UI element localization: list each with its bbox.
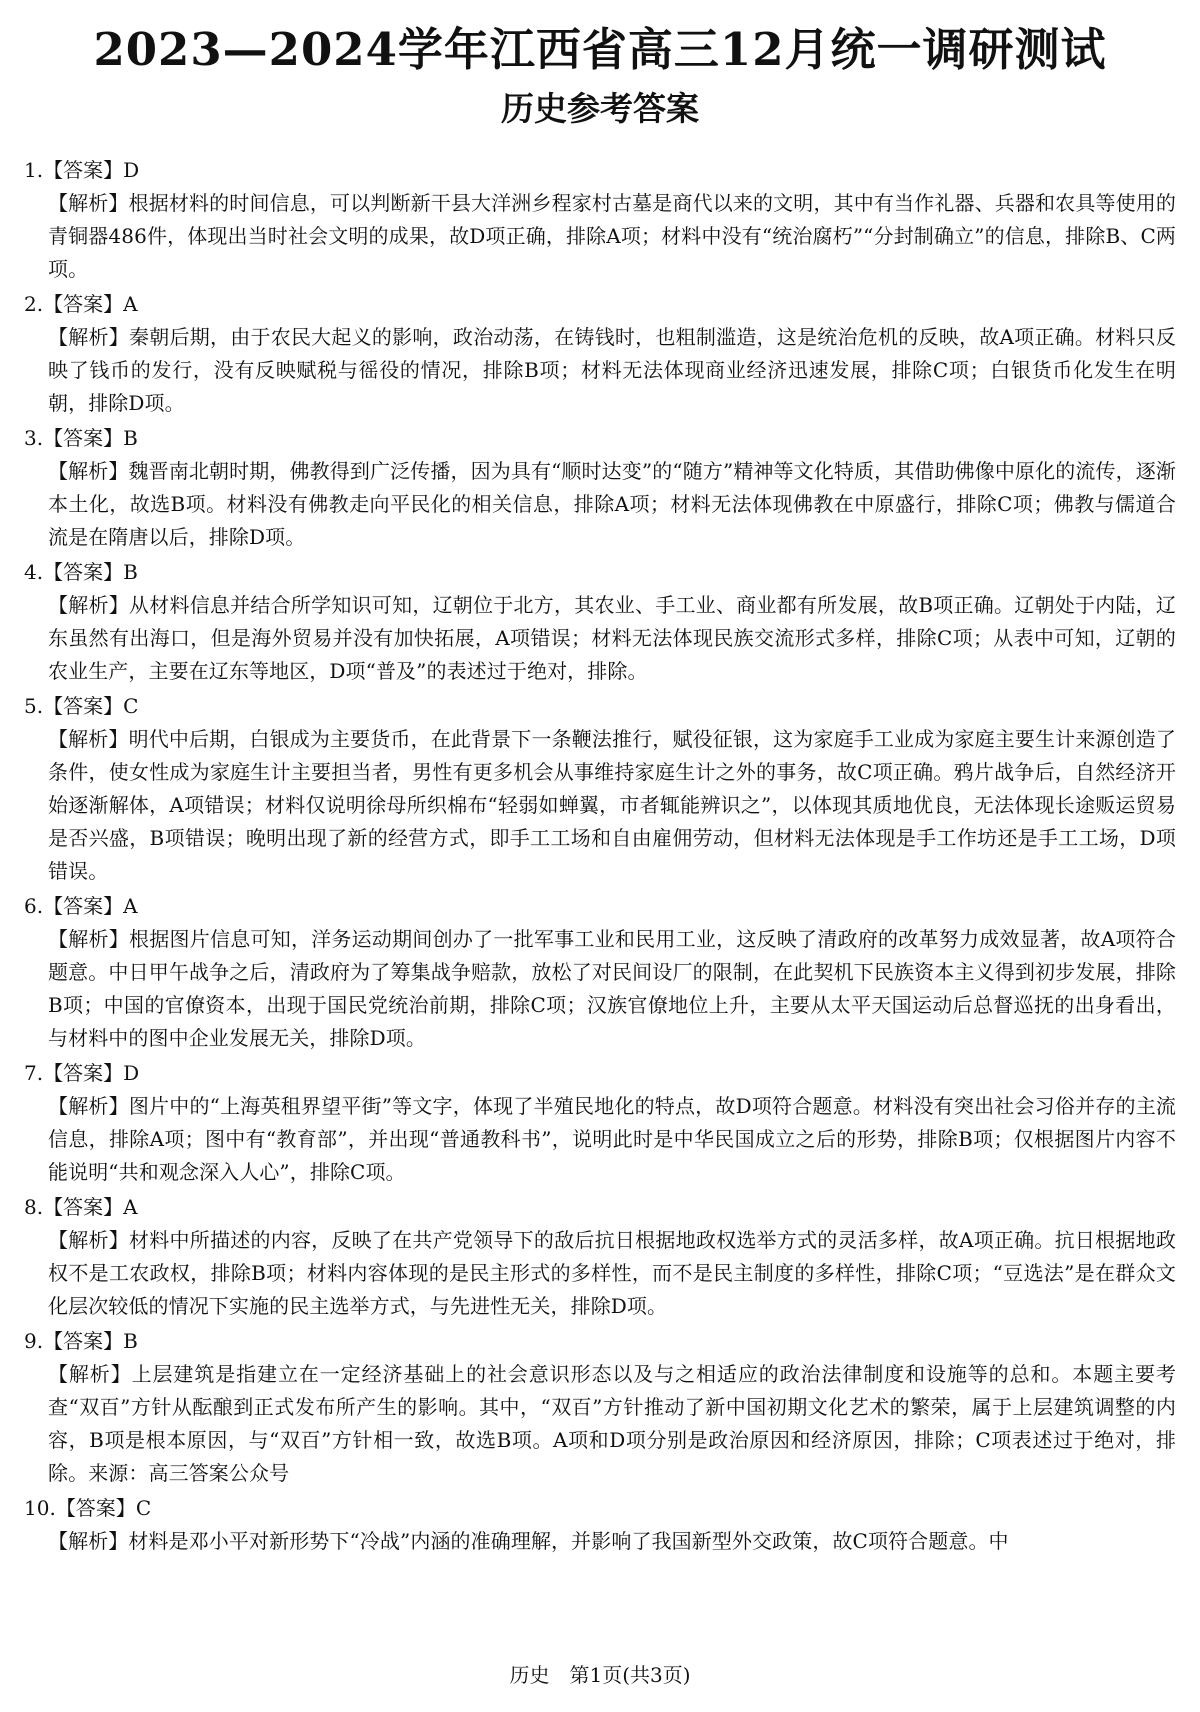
answer-label: 【答案】 [43, 1061, 124, 1085]
question-number: 1. [24, 158, 44, 182]
explanation-label: 【解析】 [48, 1094, 129, 1118]
answer-line [24, 1492, 1176, 1525]
answer-item [24, 288, 1176, 420]
answer-label: 【答案】 [43, 1329, 124, 1353]
explanation-paragraph [24, 589, 1176, 688]
explanation-paragraph [24, 187, 1176, 286]
explanation-label: 【解析】 [48, 927, 129, 951]
explanation-label: 【解析】 [48, 1529, 129, 1553]
explanation-text: 材料是邓小平对新形势下“冷战”内涵的准确理解，并影响了我国新型外交政策，故C项符合题意。中 [128, 1529, 1009, 1553]
answer-choice: B [123, 1329, 138, 1353]
answer-item [24, 1191, 1176, 1323]
answer-line [24, 154, 1176, 187]
answer-choice: D [123, 1061, 140, 1085]
explanation-paragraph [24, 923, 1176, 1055]
answer-label: 【答案】 [43, 1195, 124, 1219]
answer-label: 【答案】 [43, 158, 124, 182]
answer-line [24, 1325, 1176, 1358]
answer-choice: B [123, 426, 138, 450]
explanation-paragraph [24, 1090, 1176, 1189]
answer-item [24, 690, 1176, 888]
explanation-paragraph [24, 455, 1176, 554]
question-number: 7. [24, 1061, 44, 1085]
answer-label: 【答案】 [55, 1496, 136, 1520]
answer-label: 【答案】 [43, 292, 124, 316]
answer-list [24, 154, 1176, 1558]
answer-choice: C [123, 694, 139, 718]
answer-item [24, 890, 1176, 1055]
question-number: 3. [24, 426, 44, 450]
answer-item [24, 1057, 1176, 1189]
answer-line [24, 556, 1176, 589]
answer-item [24, 1492, 1176, 1558]
explanation-paragraph [24, 723, 1176, 888]
question-number: 2. [24, 292, 44, 316]
answer-choice: A [123, 292, 138, 316]
question-number: 6. [24, 894, 44, 918]
answer-choice: A [123, 1195, 138, 1219]
answer-item [24, 556, 1176, 688]
explanation-paragraph [24, 321, 1176, 420]
explanation-text: 根据图片信息可知，洋务运动期间创办了一批军事工业和民用工业，这反映了清政府的改革努力成效显著，故A项符合题意。中日甲午战争之后，清政府为了筹集战争赔款，放松了对民间设厂的限制，在此契机下民族资本主义得到初步发展，排除B项；中国的官僚资本，出现于国民党统治前期，排除C项；汉族官僚地位上升，主要从太平天国运动后总督巡抚的出身看出，与材料中的图中企业发展无关，排除D项。 [48, 927, 1176, 1050]
answer-choice: C [135, 1496, 152, 1520]
explanation-text: 秦朝后期，由于农民大起义的影响，政治动荡，在铸钱时，也粗制滥造，这是统治危机的反映，故A项正确。材料只反映了钱币的发行，没有反映赋税与徭役的情况，排除B项；材料无法体现商业经济迅速发展，排除C项；白银货币化发生在明朝，排除D项。 [48, 325, 1176, 415]
question-number: 5. [24, 694, 44, 718]
answer-label: 【答案】 [43, 560, 124, 584]
answer-line [24, 690, 1176, 723]
answer-line [24, 422, 1176, 455]
answer-line [24, 890, 1176, 923]
answer-item [24, 422, 1176, 554]
explanation-text: 根据材料的时间信息，可以判断新干县大洋洲乡程家村古墓是商代以来的文明，其中有当作礼器、兵器和农具等使用的青铜器486件，体现出当时社会文明的成果，故D项正确，排除A项；材料中没有“统治腐朽”“分封制确立”的信息，排除B、C两项。 [48, 191, 1176, 281]
explanation-label: 【解析】 [48, 593, 129, 617]
answer-choice: D [123, 158, 140, 182]
document-subtitle: 历史参考答案 [501, 89, 699, 128]
page-footer: 历史 第1页(共3页) [509, 1663, 691, 1687]
explanation-text: 上层建筑是指建立在一定经济基础上的社会意识形态以及与之相适应的政治法律制度和设施等的总和。本题主要考查“双百”方针从酝酿到正式发布所产生的影响。其中，“双百”方针推动了新中国初期文化艺术的繁荣，属于上层建筑调整的内容，B项是根本原因，与“双百”方针相一致，故选B项。A项和D项分别是政治原因和经济原因，排除；C项表述过于绝对，排除。来源：高三答案公众号 [48, 1362, 1177, 1485]
question-number: 10. [24, 1496, 56, 1520]
explanation-text: 明代中后期，白银成为主要货币，在此背景下一条鞭法推行，赋役征银，这为家庭手工业成为家庭主要生计来源创造了条件，使女性成为家庭生计主要担当者，男性有更多机会从事维持家庭生计之外的事务，故C项正确。鸦片战争后，自然经济开始逐渐解体，A项错误；材料仅说明徐母所织棉布“轻弱如蝉翼，市者辄能辨识之”，以体现其质地优良，无法体现长途贩运贸易是否兴盛，B项错误；晚明出现了新的经营方式，即手工工场和自由雇佣劳动，但材料无法体现是手工作坊还是手工工场，D项错误。 [48, 727, 1176, 883]
explanation-text: 材料中所描述的内容，反映了在共产党领导下的敌后抗日根据地政权选举方式的灵活多样，故A项正确。抗日根据地政权不是工农政权，排除B项；材料内容体现的是民主形式的多样性，而不是民主制度的多样性，排除C项；“豆选法”是在群众文化层次较低的情况下实施的民主选举方式，与先进性无关，排除D项。 [48, 1228, 1176, 1318]
answer-line [24, 1057, 1176, 1090]
explanation-label: 【解析】 [48, 1362, 132, 1386]
explanation-text: 魏晋南北朝时期，佛教得到广泛传播，因为具有“顺时达变”的“随方”精神等文化特质，其借助佛像中原化的流传，逐渐本土化，故选B项。材料没有佛教走向平民化的相关信息，排除A项；材料无法体现佛教在中原盛行，排除C项；佛教与儒道合流是在隋唐以后，排除D项。 [48, 459, 1176, 549]
explanation-label: 【解析】 [48, 191, 129, 215]
document-title: 2023—2024学年江西省高三12月统一调研测试 [93, 23, 1107, 76]
explanation-paragraph [24, 1358, 1176, 1490]
answer-label: 【答案】 [43, 894, 124, 918]
explanation-text: 图片中的“上海英租界望平街”等文字，体现了半殖民地化的特点，故D项符合题意。材料没有突出社会习俗并存的主流信息，排除A项；图中有“教育部”，并出现“普通教科书”，说明此时是中华民国成立之后的形势，排除B项；仅根据图片内容不能说明“共和观念深入人心”，排除C项。 [48, 1094, 1176, 1184]
answer-item [24, 154, 1176, 286]
answer-line [24, 1191, 1176, 1224]
answer-line [24, 288, 1176, 321]
explanation-label: 【解析】 [48, 1228, 129, 1252]
question-number: 9. [24, 1329, 44, 1353]
question-number: 4. [24, 560, 44, 584]
answer-item [24, 1325, 1176, 1490]
answer-label: 【答案】 [43, 694, 124, 718]
explanation-label: 【解析】 [48, 727, 129, 751]
explanation-label: 【解析】 [48, 325, 129, 349]
explanation-paragraph [24, 1224, 1176, 1323]
explanation-label: 【解析】 [48, 459, 129, 483]
answer-label: 【答案】 [43, 426, 124, 450]
answer-choice: B [123, 560, 138, 584]
explanation-text: 从材料信息并结合所学知识可知，辽朝位于北方，其农业、手工业、商业都有所发展，故B项正确。辽朝处于内陆，辽东虽然有出海口，但是海外贸易并没有加快拓展，A项错误；材料无法体现民族交流形式多样，排除C项；从表中可知，辽朝的农业生产，主要在辽东等地区，D项“普及”的表述过于绝对，排除。 [48, 593, 1176, 683]
question-number: 8. [24, 1195, 44, 1219]
answer-choice: A [123, 894, 138, 918]
explanation-paragraph [24, 1525, 1176, 1558]
